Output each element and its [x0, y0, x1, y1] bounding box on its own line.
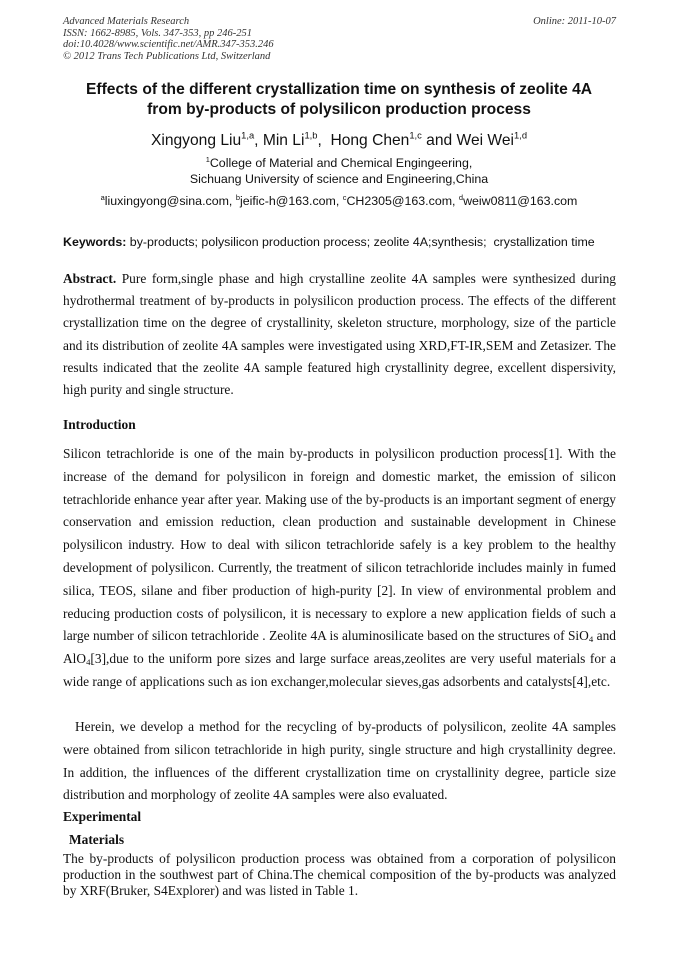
email-address: weiw0811@163.com [463, 194, 578, 208]
author-superscript: 1,c [409, 130, 422, 141]
author-superscript: 1,b [304, 130, 318, 141]
introduction-heading: Introduction [63, 417, 136, 432]
email-list [63, 193, 615, 209]
affiliation-line-1: College of Material and Chemical Engingeering, [209, 156, 473, 170]
publication-info [63, 16, 274, 62]
title-line-1: Effects of the different crystallization time on synthesis of zeolite 4A [85, 81, 593, 98]
email-address: CH2305@163.com, [346, 194, 459, 208]
author-separator: , [254, 132, 263, 149]
email-superscript: a [100, 192, 105, 202]
abstract-text: Pure form,single phase and high crystalline zeolite 4A samples were synthesized during hydrothermal treatment of by-products in polysilicon production process. The effects of the different crystallization time on the degree of crystallinity, skeleton structure, morphology, size of the particle and its distribution of zeolite 4A samples were investigated using XRD,FT-IR,SEM and Zetasizer. The results indicated that the zeolite 4A sample featured high crystallinity degree, excellent dispersivity, high purity and single structure. [63, 271, 616, 398]
copyright-line: © 2012 Trans Tech Publications Ltd, Switzerland [63, 50, 271, 62]
keywords-label: Keywords: [63, 235, 127, 249]
author-name: Wei Wei [456, 132, 515, 149]
author-name: Xingyong Liu [150, 132, 242, 149]
introduction-paragraph-2: Herein, we develop a method for the recycling of by-products of polysilicon, zeolite 4A samples were obtained from silicon tetrachloride in high purity, single structure and high crystallinity degree. In addition, the influences of the different crystallization time on crystallinity degree, particle size distribution and morphology of zeolite 4A samples were also evaluated. [63, 719, 616, 803]
affiliation-line-2: Sichuang University of science and Engineering,China [189, 172, 489, 186]
author-name: Hong Chen [330, 132, 410, 149]
intro-text-part-3: [3],due to the uniform pore sizes and large surface areas,zeolites are very useful materials for a wide range of applications such as ion exchanger,molecular sieves,gas adsorbents and catalysts[4],etc. [63, 651, 616, 689]
abstract-label: Abstract. [63, 271, 117, 286]
email-address: jeific-h@163.com, [239, 194, 343, 208]
issn-line: ISSN: 1662-8985, Vols. 347-353, pp 246-251 [63, 27, 252, 39]
subscript: 4 [86, 657, 91, 668]
keywords [63, 234, 615, 250]
author-name: Min Li [262, 132, 305, 149]
email-superscript: b [235, 192, 240, 202]
email-address: liuxingyong@sina.com, [104, 194, 236, 208]
paper-title [63, 80, 615, 120]
author-superscript: 1,a [241, 130, 255, 141]
intro-text-part-2: and AlO [63, 628, 616, 667]
journal-name: Advanced Materials Research [63, 16, 190, 27]
intro-text-part-1: Silicon tetrachloride is one of the main by-products in polysilicon production process[1]. With the increase of the demand for polysilicon in foreign and domestic market, the emission of silicon tetrachloride enhance year after year. Making use of the by-products is an important segment of energy conservation and emission reduction, clean production and sustainable development in Chinese polysilicon industry. How to deal with silicon tetrachloride safely is a key problem to the healthy development of polysilicon. Currently, the treatment of silicon tetrachloride includes mainly in fumed silica, TEOS, silane and fiber production of high-purity [2]. In view of environmental problem and reducing production costs of polysilicon, it is necessary to explore a new application fields of such a large number of silicon tetrachloride . Zeolite 4A is aluminosilicate based on the structures of SiO [63, 446, 616, 644]
doi-line: doi:10.4028/www.scientific.net/AMR.347-353.246 [63, 39, 274, 50]
author-separator: , [317, 132, 331, 149]
experimental-heading: Experimental [63, 809, 142, 824]
subscript: 4 [588, 634, 594, 645]
materials-paragraph: The by-products of polysilicon production process was obtained from a corporation of polysilicon production in the southwest part of China.The chemical composition of the by-products was analyzed by XRF(Bruker, S4Explorer) and was listed in Table 1. [63, 851, 616, 899]
email-superscript: d [458, 192, 464, 202]
affiliation [63, 155, 615, 187]
author-separator: and [421, 132, 457, 149]
materials-heading: Materials [69, 832, 125, 847]
abstract [63, 268, 616, 401]
author-superscript: 1,d [514, 130, 528, 141]
keywords-text: by-products; polysilicon production process; zeolite 4A;synthesis; crystallization time [126, 235, 595, 249]
author-list [63, 130, 615, 152]
online-date: Online: 2011-10-07 [533, 16, 616, 27]
email-superscript: c [342, 192, 347, 202]
title-line-2: from by-products of polysilicon production process [147, 101, 531, 118]
affiliation-superscript: 1 [205, 154, 210, 164]
introduction-paragraph-1 [63, 443, 616, 694]
